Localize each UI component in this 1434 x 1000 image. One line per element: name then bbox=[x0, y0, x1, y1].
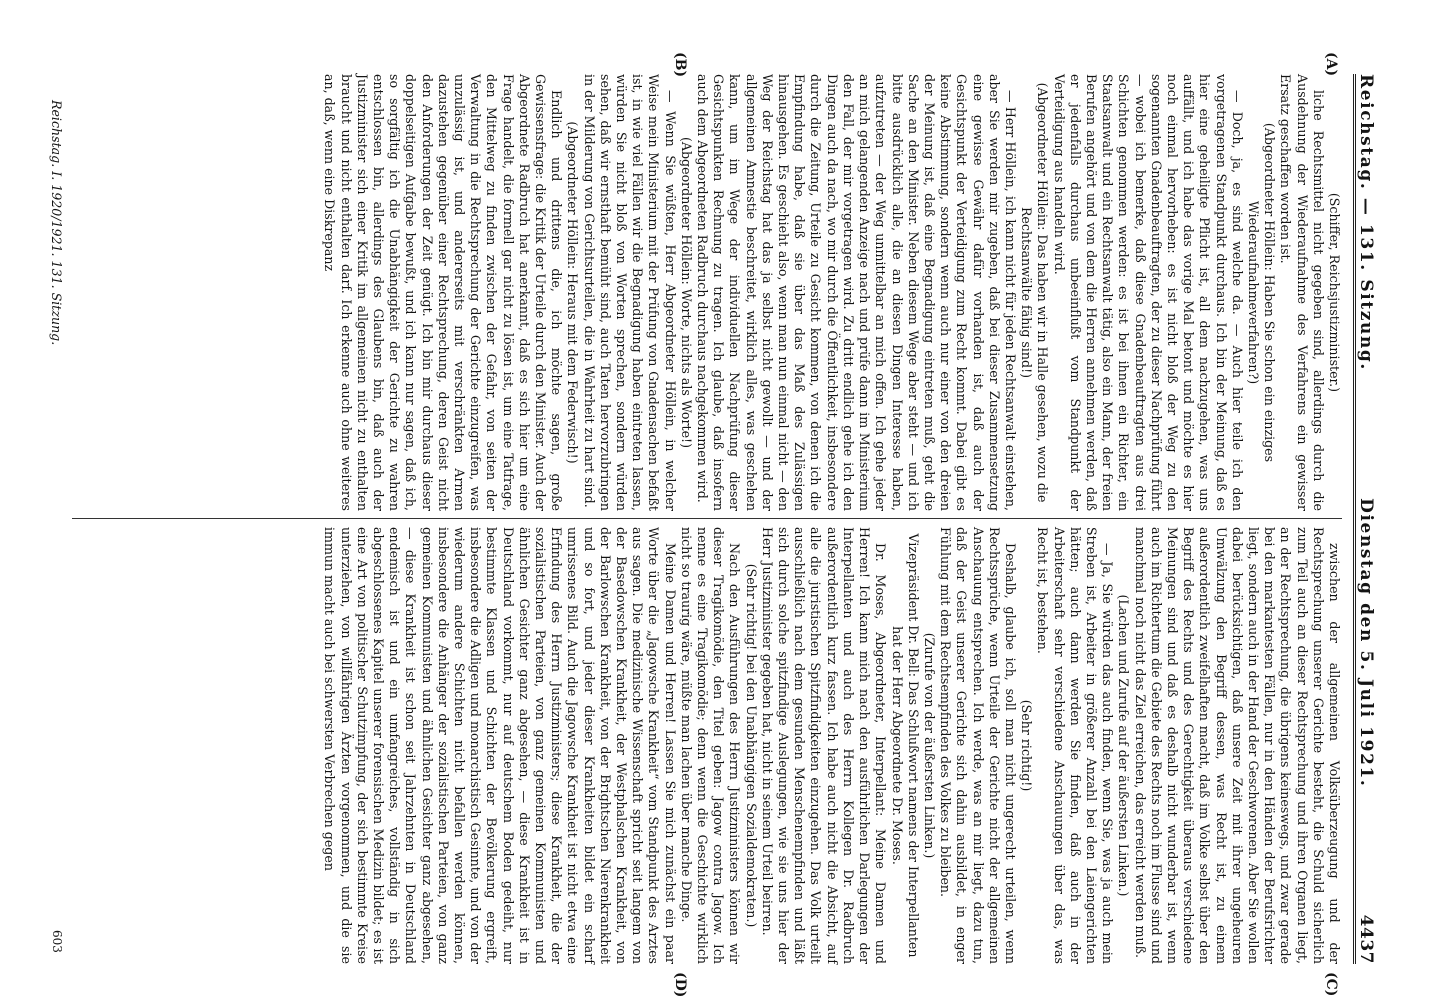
interjection-paragraph: (Schiffer, Reichsjustizminister.) bbox=[1327, 192, 1342, 393]
interjection-paragraph: (Sehr richtig!) bbox=[1019, 699, 1035, 792]
interjection-paragraph: (Abgeordneter Höllein: Heraus mit dem Federwisch!) bbox=[565, 121, 581, 464]
left-column bbox=[72, 74, 1342, 519]
body-paragraph: Endlich und drittens die, ich möchte sagen, große Gewissensfrage: die Kritik der Urteile durch den Minister. Auch der Abgeordnete Radbruch hat anerkannt, daß es sich hier um eine Frage handelt, die formell gar nicht zu lösen ist, um eine Tatfrage, den Mittelweg zu finden zwischen der Gefahr, von seiten der Verwaltung in die Rechtsprechung der Gerichte einzugreifen, was unzulässig ist, und andererseits mit verschränkten Armen dazustehen gegenüber einer Rechtsprechung, deren Geist nicht den Anforderungen der Zeit genügt. Ich bin mir durchaus dieser doppelseitigen Aufgabe bewußt, und ich kann nur sagen, daß ich, so sorgfältig ich die Unabhängigkeit der Gerichte zu wahren entschlossen bin, allerdings des Glaubens bin, daß auch der Justizminister sich einer Kritik im allgemeinen nicht zu enthalten braucht und nicht enthalten darf. Ich erkenne auch ohne weiteres an, daß, wenn eine Diskrepanz bbox=[322, 74, 565, 511]
footer-page-number: 603 bbox=[50, 930, 64, 953]
header-right-title: Dienstag den 5. Juli 1921. bbox=[1356, 498, 1376, 788]
body-paragraph: — Herr Höllein, ich kann nicht für jeden Rechtsanwalt einstehen, aber Sie werden mir zugeben, daß bei dieser Zusammensetzung eine gewisse Gewähr dafür vorhanden ist, daß auch der Gesichtspunkt der Verteidigung zum Recht kommt. Dabei gibt es keine Abstimmung, sondern wenn auch nur einer von den dreien der Meinung ist, daß eine Begnadigung eintreten muß, geht die Sache an den Minister. Neben diesem Wege aber steht — und ich bitte ausdrücklich alle, die an diesen Dingen Interesse haben, aufzutreten — der Weg unmittelbar an mich offen. Ich gehe jeder an mich gelangenden Anzeige nach und prüfe dann im Ministerium den Fall, der mir vorgetragen wird. Zu dritt endlich gehe ich den Dingen auch da nach, wo mir durch die Öffentlichkeit, insbesondere durch die Zeitung, Urteile zu Gesicht kommen, von denen ich die Empfindung habe, daß sie über das Maß des Zulässigen hinausgehen. Es geschieht also, wenn man nun einmal nicht — den Weg der Reichstag hat das ja selbst nicht gewollt — und der allgemeinen Amnestie beschreitet, wirklich alles, was geschehen kann, um im Wege der individuellen Nachprüfung dieser Gesichtspunkten Rechnung zu tragen. Ich glaube, daß insofern auch dem Abgeordneten Radbruch durchaus nachgekommen wird. bbox=[695, 74, 1018, 511]
body-paragraph: liche Rechtsmittel nicht gegeben sind, allerdings durch die Ausdehnung der Wiederaufnahme des Verfahrens ein gewisser Ersatz geschaffen worden ist. bbox=[1278, 74, 1326, 511]
interjection-paragraph: (Lachen und Zurufe auf der äußersten Linken.) bbox=[1116, 594, 1132, 897]
page-header bbox=[1353, 74, 1386, 964]
body-paragraph: Nach den Ausführungen des Herrn Justizministers können wir dieser Tragikomödie, den Titel geben: Jagow contra Jagow. Ich nenne es eine Tragikomödie; denn wenn die Geschichte wirklich nicht so traurig wäre, müßte man lachen über manche Dinge. bbox=[678, 527, 743, 964]
body-paragraph: Deshalb, glaube ich, soll man nicht ungerecht urteilen, wenn Rechtssprüche, wenn Urteile der Gerichte nicht der allgemeinen Anschauung entsprechen. Ich werde, was an mir liegt, dazu tun, daß der Geist unserer Gerichte sich dahin ausbildet, in enger Fühlung mit dem Rechtsempfinden des Volkes zu bleiben. bbox=[938, 527, 1018, 964]
interjection-paragraph: (Zurufe von der äußersten Linken.) bbox=[921, 632, 937, 859]
interjection-paragraph: (Abgeordneter Höllein: Das haben wir in Halle gesehen, wozu die Rechtsanwälte fähig sind!) bbox=[1019, 82, 1051, 503]
body-paragraph: — Doch, ja, es sind welche da. — Auch hier teile ich den vorgetragenen Standpunkt durchaus. Ich bin der Meinung, daß es hier eine geheiligte Pflicht ist, all dem nachzugehen, was uns auffällt, und ich habe das vorige Mal betont und möchte es hier noch einmal hervorheben: es ist nicht bloß der Weg zu den sogenannten Gnadenbeauftragten, der zu dieser Nachprüfung führt — wobei ich bemerke, daß diese Gnadenbeauftragten aus drei Schichten genommen werden: es ist bei ihnen ein Richter, ein Staatsanwalt und ein Rechtsanwalt tätig, also ein Mann, der freien Berufen angehört und von dem die Herren annehmen werden, daß er jedenfalls durchaus unbeeinflußt vom Standpunkt der Verteidigung aus handeln wird. bbox=[1051, 74, 1245, 511]
margin-mark-a: (A) bbox=[1323, 52, 1339, 77]
footer-session-note: Reichstag. I. 1920/1921. 131. Sitzung. bbox=[49, 100, 64, 346]
margin-mark-c: (C) bbox=[1323, 972, 1339, 997]
interjection-paragraph: (Sehr richtig! bei den Unabhängigen Sozialdemokraten.) bbox=[743, 563, 759, 928]
interjection-paragraph: (Abgeordneter Höllein: Worte, nichts als Worte!) bbox=[678, 136, 694, 449]
right-column bbox=[72, 519, 1342, 964]
body-paragraph: — Wenn Sie wüßten, Herr Abgeordneter Höllein, in welcher Weise mein Ministerium mit der Prüfung von Gnadensachen befaßt ist, in wie viel Fällen wir die Begnadigung haben eintreten lassen, würden Sie nicht bloß von Worten sprechen, sondern würden sehen, daß wir ernsthaft bemüht sind, auch Taten hervorzubringen in der Milderung von Gerichtsurteilen, die in Wahrheit zu hart sind. bbox=[581, 74, 678, 511]
body-paragraph: zwischen der allgemeinen Volksüberzeugung und der Rechtsprechung unserer Gerichte besteht, die Schuld sicherlich zum Teil auch an dieser Rechtsprechung und ihren Organen liegt, an der Rechtsprechung, die übrigens keineswegs, und zwar gerade bei den markantesten Fällen, nur in den Händen der Berufsrichter liegt, sondern auch in der Hand der Geschworenen. Aber Sie wollen dabei berücksichtigen, daß unsere Zeit mit ihrer ungeheuren Umwälzung den Begriff dessen, was Recht ist, zu einem außerordentlich zweifelhaften macht, daß im Volke selbst über den Begriff des Rechts und des Gerechtigkeit überaus verschiedene Meinungen sind und daß es deshalb nicht wunderbar ist, wenn auch im Richtertum die Gebiete des Rechts noch im Flusse sind und manchmal noch nicht das Ziel erreichen, das erreicht werden muß. bbox=[1132, 527, 1342, 964]
column-divider bbox=[72, 518, 1342, 519]
margin-mark-b: (B) bbox=[672, 52, 688, 78]
header-left-title: Reichstag. — 131. Sitzung. bbox=[1356, 74, 1376, 371]
body-paragraph: Meine Damen und Herren! Lassen Sie mich zunächst ein paar Worte über die „Jagowsche Krankheit“ vom Standpunkt des Arztes aus sagen. Die medizinische Wissenschaft spricht seit langem von der Basedowschen Krankheit, der Westphalschen Krankheit, von der Barlowschen Krankheit, von der Brightschen Nierenkrankheit und so fort, und jeder dieser Krankheiten bildet ein scharf umrissenes Bild. Auch die Jagowsche Krankheit ist nicht etwa eine Erfindung des Herrn Justizministers; diese Krankheit, die der sozialistischen Parteien, von ganz gemeinen Kommunisten und ähnlichen Gesichter ganz abgesehen, — diese Krankheit ist in Deutschland vorkommt, nur auf deutschem Boden gedeiht, nur bestimmte Klassen und Schichten der Bevölkerung ergreift, insbesondere die Adligen und monarchistisch Gesinnte, und von der wiederum andere Schichten nicht befallen werden können, insbesondere die Anhänger der sozialistischen Parteien, von ganz gemeinen Kommunisten und ähnlichen Gesichter ganz abgesehen, — diese Krankheit ist schon seit Jahrzehnten in Deutschland endemisch ist und ein umfangreiches, vollständig in sich abgeschlossenes Kapitel unserer forensischen Medizin bildet; es ist eine Art von politischer Schutzimpfung, der sich bestimmte Kreise unterziehen, von willfährigen Ärzten vorgenommen, und die sie immun macht auch bei schwersten Verbrechen gegen bbox=[322, 527, 678, 964]
text-columns bbox=[72, 74, 1342, 964]
margin-mark-d: (D) bbox=[672, 972, 688, 998]
interjection-paragraph: Vizepräsident Dr. Bell: Das Schlußwort namens der Interpellanten hat der Herr Abgeordnete Dr. Moses. bbox=[889, 533, 921, 958]
body-paragraph: Dr. Moses, Abgeordneter, Interpellant: Meine Damen und Herren! Ich kann mich nach den ausführlichen Darlegungen der Interpellanten und auch des Herrn Kollegen Dr. Radbruch außerordentlich kurz fassen. Ich habe auch nicht die Absicht, auf alle die juristischen Spitzfindigkeiten einzugehen. Das Volk urteilt ausschließlich nach dem gesunden Menschenempfinden und läßt sich durch solche spitzfindige Auslegungen, wie sie uns hier der Herr Justizminister gegeben hat, nicht in seinem Urteil beirren. bbox=[759, 527, 889, 964]
body-paragraph: — Ja, Sie würden das auch finden, wenn Sie, was ja auch mein Streben ist, Arbeiter in größerer Anzahl bei den Laiengerichten hätten; auch dann werden Sie finden, daß auch in der Arbeiterschaft sehr verschiedene Anschauungen über das, was Recht ist, bestehen. bbox=[1035, 527, 1116, 964]
header-page-number: 4437 bbox=[1356, 914, 1376, 964]
interjection-paragraph: (Abgeordneter Höllein: Haben Sie schon ein einziges Wiederaufnahmeverfahren?) bbox=[1245, 122, 1278, 463]
